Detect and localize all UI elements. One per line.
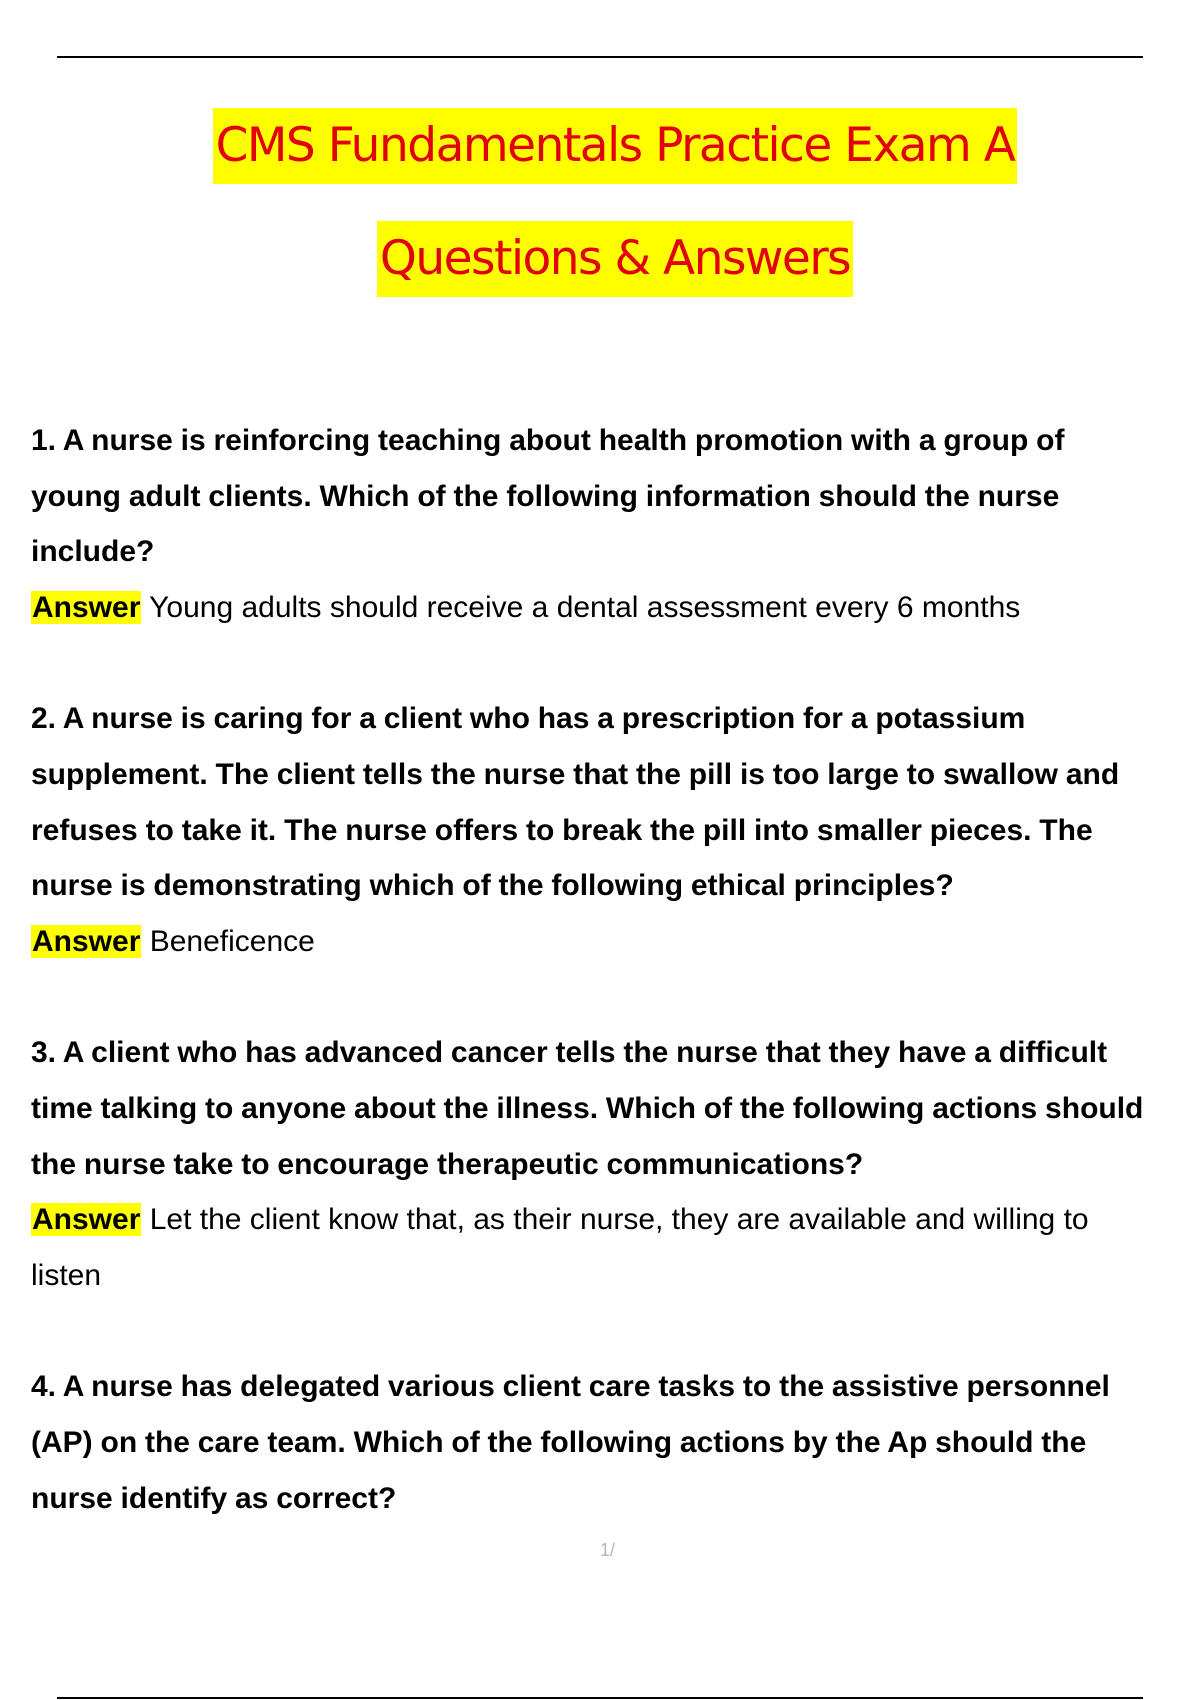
question-text: 3. A client who has advanced cancer tells the nurse that they have a difficult time talking to anyone about the illness. Which of the following actions should the nurse take to encourage therapeutic communications?	[31, 1036, 1144, 1181]
top-rule	[57, 56, 1143, 58]
answer-label: Answer	[32, 924, 141, 958]
question-text: 4. A nurse has delegated various client care tasks to the assistive personnel (AP) on the care team. Which of the following actions by the Ap should the nurse identify as correct?	[31, 1370, 1110, 1515]
question-text: 2. A nurse is caring for a client who has a prescription for a potassium supplement. The client tells the nurse that the pill is too large to swallow and refuses to take it. The nurse offers to break the pill into smaller pieces. The nurse is demonstrating which of the following ethical principles?	[31, 702, 1120, 903]
question-text: 1. A nurse is reinforcing teaching about health promotion with a group of young adult clients. Which of the following information should the nurse include?	[31, 424, 1065, 569]
answer-line	[31, 914, 1200, 970]
question-list	[31, 413, 1200, 1582]
title-line-2: Questions & Answers	[377, 221, 853, 297]
answer-label: Answer	[32, 1203, 141, 1237]
qa-item-2	[31, 691, 1200, 969]
answer-label: Answer	[32, 590, 141, 624]
qa-item-1	[31, 413, 1200, 635]
answer-line	[31, 580, 1200, 636]
answer-text: Beneficence	[149, 924, 315, 958]
qa-item-3	[31, 1025, 1200, 1303]
document-title	[0, 108, 1200, 297]
bottom-rule	[57, 1697, 1143, 1699]
qa-item-4	[31, 1359, 1200, 1526]
title-line-1: CMS Fundamentals Practice Exam A	[213, 108, 1018, 184]
page-number: 1/	[600, 1540, 616, 1560]
answer-line	[31, 1192, 1200, 1303]
answer-text: Young adults should receive a dental assessment every 6 months	[149, 590, 1021, 624]
answer-text: Let the client know that, as their nurse, they are available and willing to listen	[31, 1203, 1089, 1292]
